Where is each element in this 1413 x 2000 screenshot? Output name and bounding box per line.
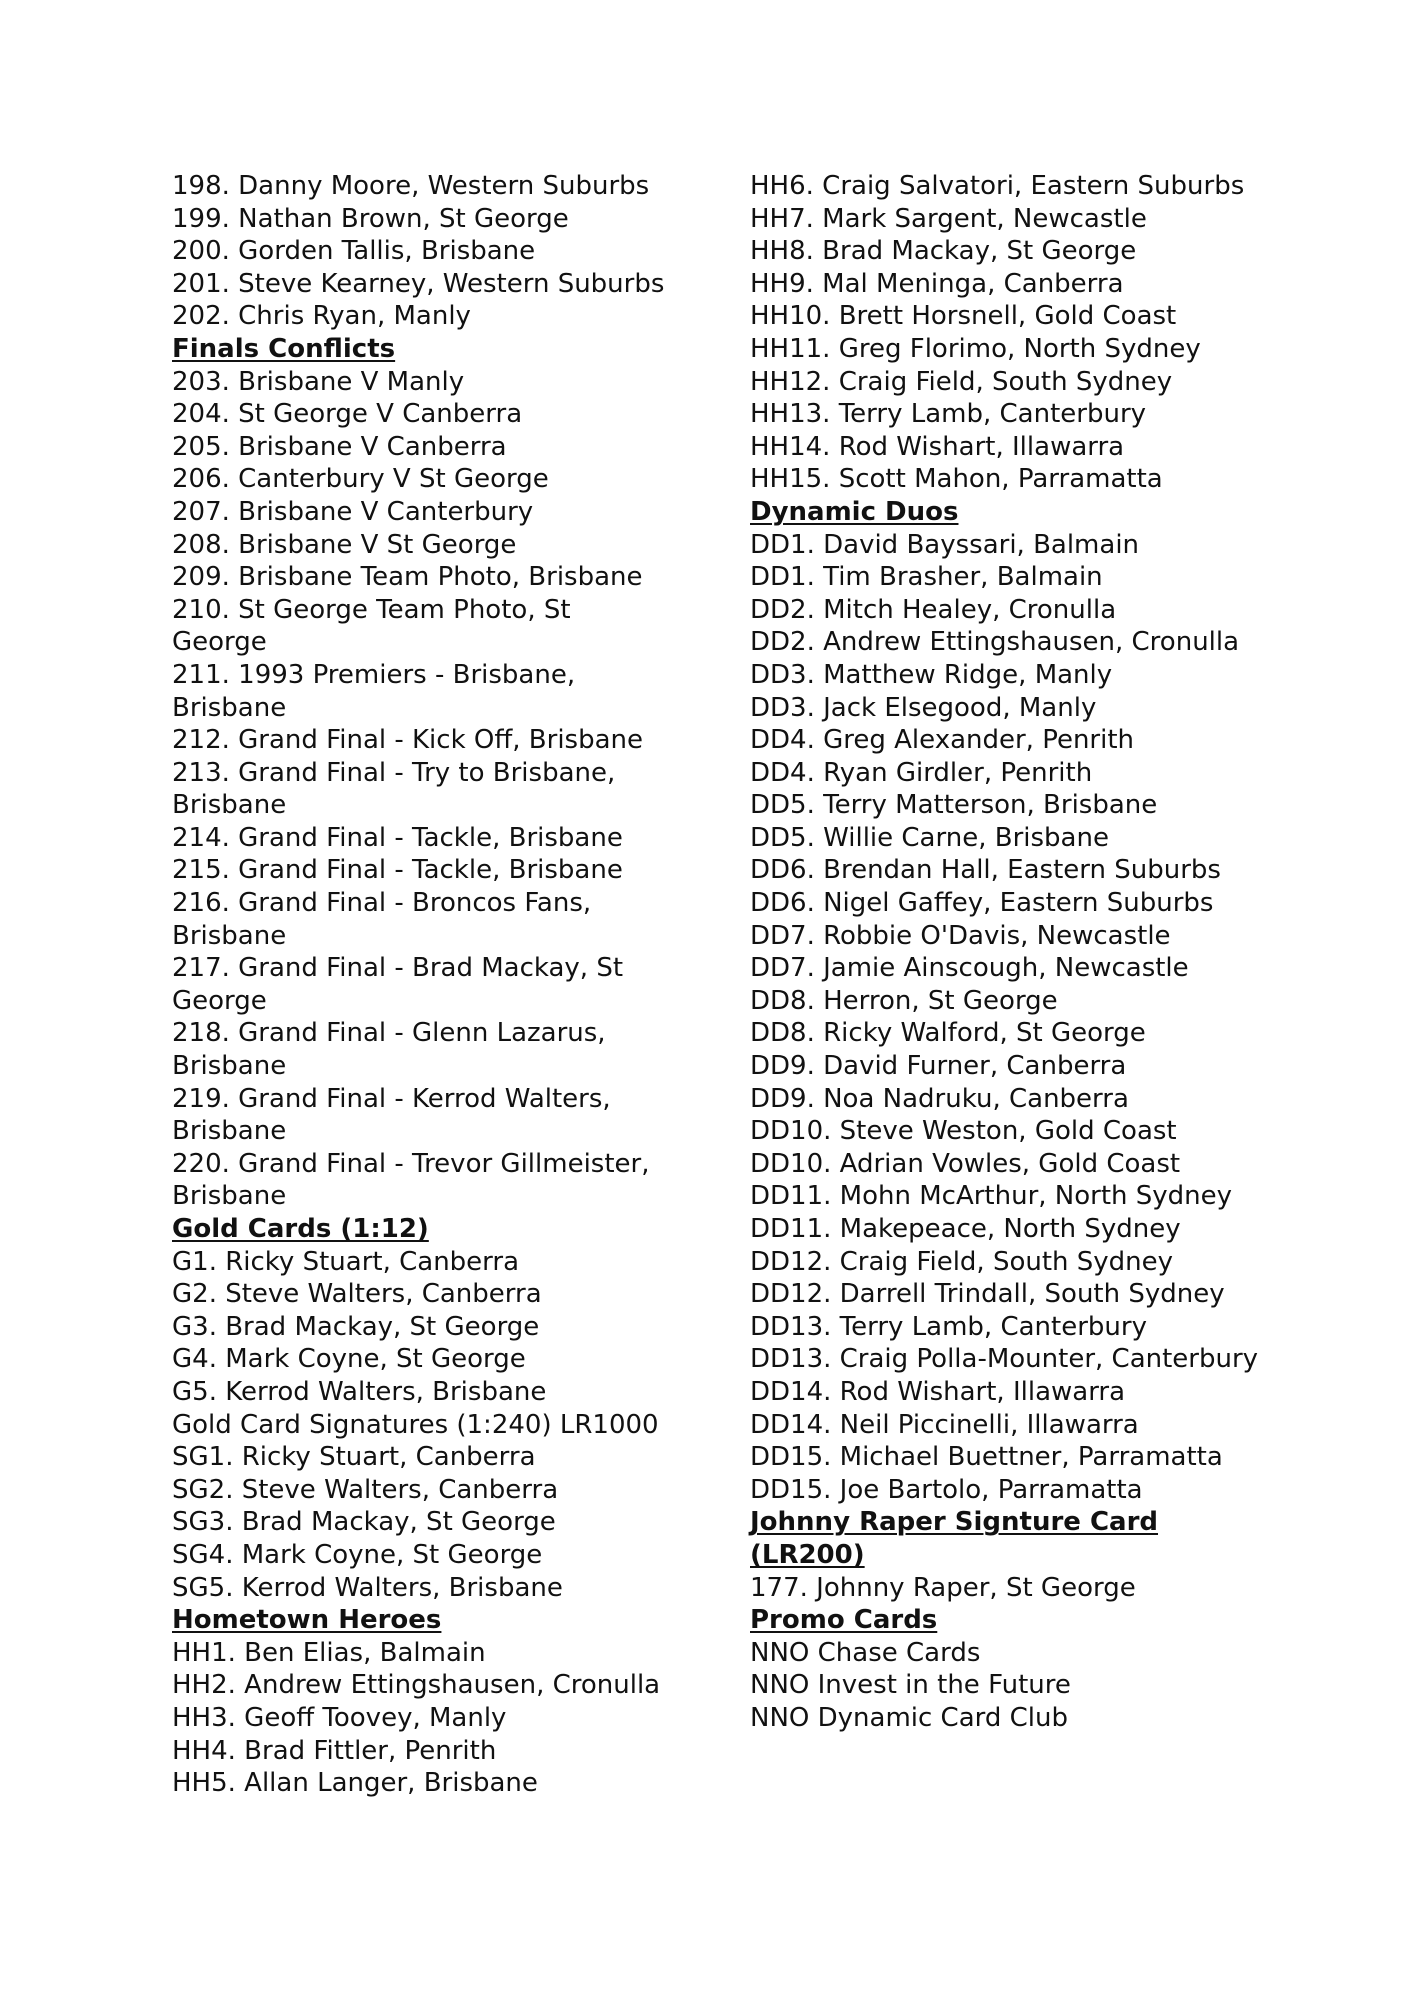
card-entry: DD1. Tim Brasher, Balmain [750,562,1103,593]
card-entry: G4. Mark Coyne, St George [172,1344,526,1375]
card-entry: 199. Nathan Brown, St George [172,203,569,234]
card-entry: DD4. Ryan Girdler, Penrith [750,757,1093,788]
card-entry: 213. Grand Final - Try to Brisbane, Brisbane [172,757,616,821]
card-entry: DD1. David Bayssari, Balmain [750,529,1140,560]
card-entry: 201. Steve Kearney, Western Suburbs [172,268,665,299]
card-entry: DD9. David Furner, Canberra [750,1051,1127,1082]
card-entry: DD10. Adrian Vowles, Gold Coast [750,1148,1181,1179]
card-entry: DD11. Makepeace, North Sydney [750,1214,1181,1244]
card-entry: 204. St George V Canberra [172,399,523,430]
card-entry: DD5. Willie Carne, Brisbane [750,822,1109,853]
card-entry: HH15. Scott Mahon, Parramatta [750,464,1163,495]
card-entry: DD7. Robbie O'Davis, Newcastle [750,920,1171,951]
card-entry: 207. Brisbane V Canterbury [172,496,534,527]
card-entry: DD3. Matthew Ridge, Manly [750,659,1113,690]
card-entry: 202. Chris Ryan, Manly [172,301,471,332]
card-entry: 216. Grand Final - Broncos Fans, Brisbane [172,888,592,951]
card-entry: DD6. Nigel Gaffey, Eastern Suburbs [750,888,1214,919]
card-entry: NNO Invest in the Future [750,1670,1071,1701]
card-entry: SG5. Kerrod Walters, Brisbane [172,1572,563,1603]
card-entry: 220. Grand Final - Trevor Gillmeister, Brisbane [172,1148,650,1212]
card-entry: G1. Ricky Stuart, Canberra [172,1246,520,1277]
card-entry: 219. Grand Final - Kerrod Walters, Brisbane [172,1083,611,1147]
card-entry: 217. Grand Final - Brad Mackay, St George [172,953,624,1016]
card-entry: HH2. Andrew Ettingshausen, Cronulla [172,1670,661,1701]
section-heading-johnny-raper-signture-card-lr200: Johnny Raper Signture Card (LR200) [750,1507,1159,1570]
left-column [172,170,672,1800]
card-entry: HH7. Mark Sargent, Newcastle [750,203,1147,234]
section-heading-hometown-heroes: Hometown Heroes [172,1605,442,1636]
card-entry: DD8. Ricky Walford, St George [750,1018,1146,1049]
section-heading-dynamic-duos: Dynamic Duos [750,496,959,527]
card-entry: DD6. Brendan Hall, Eastern Suburbs [750,855,1221,886]
card-entry: 214. Grand Final - Tackle, Brisbane [172,822,623,853]
card-entry: DD5. Terry Matterson, Brisbane [750,790,1158,821]
card-entry: 198. Danny Moore, Western Suburbs [172,171,650,201]
card-entry: 205. Brisbane V Canberra [172,431,507,462]
card-entry: HH10. Brett Horsnell, Gold Coast [750,301,1177,332]
card-entry: 218. Grand Final - Glenn Lazarus, Brisbane [172,1018,606,1082]
card-entry: 208. Brisbane V St George [172,529,517,560]
card-entry: DD9. Noa Nadruku, Canberra [750,1083,1129,1114]
card-entry: 211. 1993 Premiers - Brisbane, Brisbane [172,659,576,723]
section-heading-finals-conflicts: Finals Conflicts [172,333,396,364]
card-entry: DD15. Joe Bartolo, Parramatta [750,1474,1143,1505]
card-entry: HH4. Brad Fittler, Penrith [172,1735,497,1766]
card-entry: DD2. Mitch Healey, Cronulla [750,594,1117,625]
card-entry: DD14. Neil Piccinelli, Illawarra [750,1409,1139,1440]
card-entry: HH8. Brad Mackay, St George [750,236,1137,267]
card-entry: SG2. Steve Walters, Canberra [172,1474,559,1505]
card-entry: SG1. Ricky Stuart, Canberra [172,1442,536,1473]
card-entry: 206. Canterbury V St George [172,464,549,495]
card-entry: DD12. Craig Field, South Sydney [750,1246,1174,1277]
card-entry: SG3. Brad Mackay, St George [172,1507,556,1538]
card-entry: G3. Brad Mackay, St George [172,1311,540,1342]
card-entry: DD10. Steve Weston, Gold Coast [750,1116,1177,1147]
card-entry: DD11. Mohn McArthur, North Sydney [750,1181,1233,1212]
card-entry: G5. Kerrod Walters, Brisbane [172,1376,547,1407]
card-entry: 203. Brisbane V Manly [172,366,465,397]
right-column [750,170,1260,1735]
card-entry: SG4. Mark Coyne, St George [172,1539,543,1570]
card-entry: 210. St George Team Photo, St George [172,594,571,658]
card-entry: DD2. Andrew Ettingshausen, Cronulla [750,627,1240,658]
card-entry: 209. Brisbane Team Photo, Brisbane [172,562,643,593]
card-entry: HH11. Greg Florimo, North Sydney [750,333,1201,364]
card-entry: HH13. Terry Lamb, Canterbury [750,399,1147,430]
card-entry: 212. Grand Final - Kick Off, Brisbane [172,725,644,756]
card-entry: DD4. Greg Alexander, Penrith [750,725,1135,756]
card-entry: DD13. Craig Polla-Mounter, Canterbury [750,1344,1259,1375]
section-heading-gold-cards-1-12: Gold Cards (1:12) [172,1214,429,1244]
card-entry: DD15. Michael Buettner, Parramatta [750,1442,1223,1473]
card-entry: HH12. Craig Field, South Sydney [750,366,1173,397]
card-entry: DD7. Jamie Ainscough, Newcastle [750,953,1189,984]
card-entry: HH6. Craig Salvatori, Eastern Suburbs [750,171,1245,201]
card-entry: DD8. Herron, St George [750,985,1058,1016]
card-entry: NNO Dynamic Card Club [750,1702,1069,1733]
card-entry: DD13. Terry Lamb, Canterbury [750,1311,1147,1342]
card-entry: DD3. Jack Elsegood, Manly [750,692,1097,723]
section-heading-promo-cards: Promo Cards [750,1605,938,1636]
card-entry: 215. Grand Final - Tackle, Brisbane [172,855,623,886]
card-entry: DD14. Rod Wishart, Illawarra [750,1376,1126,1407]
card-entry: HH9. Mal Meninga, Canberra [750,268,1124,299]
card-entry: HH14. Rod Wishart, Illawarra [750,431,1125,462]
card-entry: DD12. Darrell Trindall, South Sydney [750,1279,1225,1310]
card-entry: HH1. Ben Elias, Balmain [172,1637,486,1668]
card-entry: 200. Gorden Tallis, Brisbane [172,236,536,267]
card-entry: HH5. Allan Langer, Brisbane [172,1768,538,1799]
card-entry: NNO Chase Cards [750,1637,981,1668]
card-entry: 177. Johnny Raper, St George [750,1572,1136,1603]
card-entry: Gold Card Signatures (1:240) LR1000 [172,1409,659,1440]
card-entry: HH3. Geoff Toovey, Manly [172,1702,507,1733]
card-entry: G2. Steve Walters, Canberra [172,1279,542,1310]
